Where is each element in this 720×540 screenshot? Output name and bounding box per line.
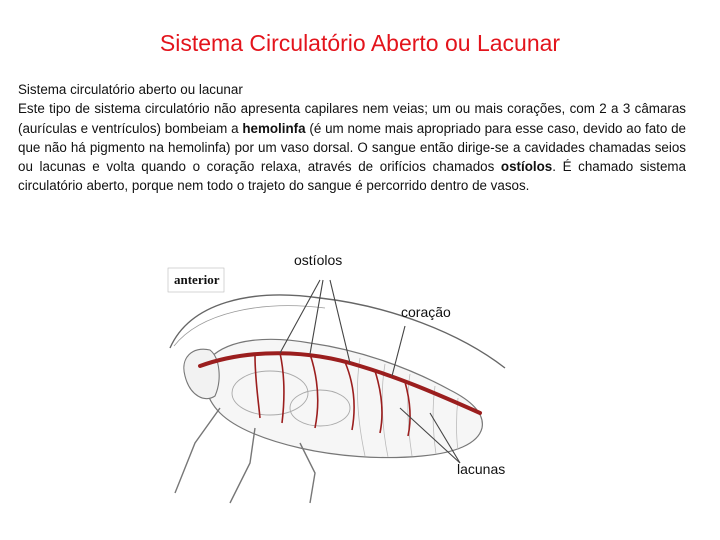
paragraph-part-2: (é um nome mais apropriado para esse caso, devido ao fato de que não há pigmento na hemolinfa) por um vaso dorsal. O sangue então dirige-se a cavidades chamadas seios ou lacunas e volta quando o coração relaxa, através de orifícios chamados [18,120,686,175]
label-coracao: coração [401,304,451,320]
insect-circulation-figure [160,252,520,508]
slide-title: Sistema Circulatório Aberto ou Lacunar [159,30,561,56]
label-ostiolos: ostíolos [294,252,343,268]
term-hemolinfa: hemolinfa [242,120,306,136]
insect-leg [300,443,315,503]
insect-head [184,349,219,398]
label-anterior: anterior [174,272,220,287]
body-paragraph [18,99,686,195]
paragraph-part-3: . É chamado sistema circulatório aberto, porque nem todo o trajeto do sangue é percorrido dentro de vasos. [18,159,686,194]
text-block [18,80,686,196]
insect-leg [175,408,220,493]
term-ostiolos: ostíolos [500,159,553,175]
paragraph-part-1: Este tipo de sistema circulatório não apresenta capilares nem veias; um ou mais corações, com 2 a 3 câmaras (aurículas e ventrículos) bombeiam a [18,101,686,136]
leader-ostiolos-2 [310,280,323,354]
section-heading: Sistema circulatório aberto ou lacunar [18,82,243,97]
insect-leg [230,428,255,503]
label-lacunas: lacunas [457,461,506,477]
